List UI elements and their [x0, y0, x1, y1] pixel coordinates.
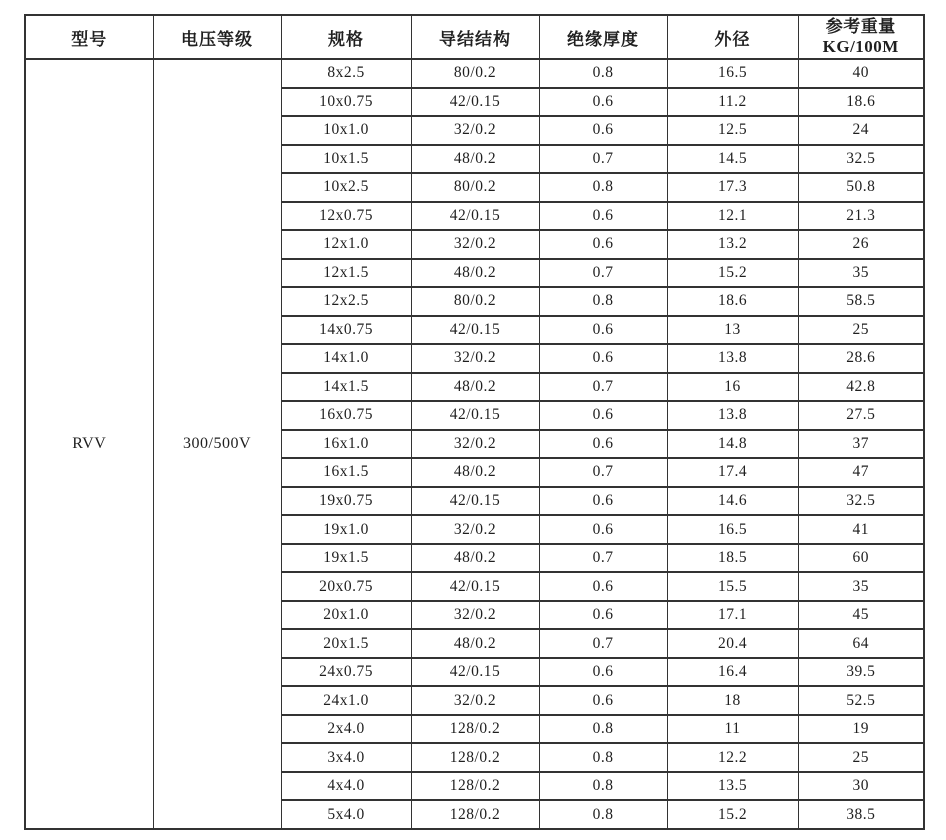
cell-outer_diameter: 16.4 [667, 658, 798, 687]
cell-outer_diameter: 12.1 [667, 202, 798, 231]
cell-spec: 16x0.75 [281, 401, 411, 430]
cell-conductor_structure: 42/0.15 [411, 202, 539, 231]
cell-conductor_structure: 48/0.2 [411, 145, 539, 174]
cell-spec: 10x2.5 [281, 173, 411, 202]
cell-spec: 2x4.0 [281, 715, 411, 744]
cell-spec: 20x1.5 [281, 629, 411, 658]
cell-insulation_thickness: 0.6 [539, 601, 667, 630]
cell-outer_diameter: 18.5 [667, 544, 798, 573]
cell-weight_kg_per_100m: 21.3 [798, 202, 924, 231]
cell-insulation_thickness: 0.6 [539, 658, 667, 687]
cell-weight_kg_per_100m: 27.5 [798, 401, 924, 430]
cell-outer_diameter: 12.5 [667, 116, 798, 145]
cell-weight_kg_per_100m: 25 [798, 743, 924, 772]
cell-spec: 10x0.75 [281, 88, 411, 117]
cell-conductor_structure: 48/0.2 [411, 373, 539, 402]
cell-spec: 12x2.5 [281, 287, 411, 316]
cell-conductor_structure: 48/0.2 [411, 544, 539, 573]
cell-insulation_thickness: 0.7 [539, 629, 667, 658]
table-row [25, 59, 924, 88]
cable-spec-table [24, 14, 925, 830]
cell-outer_diameter: 16 [667, 373, 798, 402]
cell-outer_diameter: 13.2 [667, 230, 798, 259]
header-row [25, 15, 924, 59]
cell-conductor_structure: 32/0.2 [411, 344, 539, 373]
cell-conductor_structure: 80/0.2 [411, 287, 539, 316]
cell-spec: 10x1.0 [281, 116, 411, 145]
cell-conductor_structure: 32/0.2 [411, 601, 539, 630]
cell-weight_kg_per_100m: 58.5 [798, 287, 924, 316]
cell-insulation_thickness: 0.8 [539, 715, 667, 744]
header-voltage-grade: 电压等级 [153, 15, 281, 59]
cell-conductor_structure: 42/0.15 [411, 572, 539, 601]
cell-conductor_structure: 128/0.2 [411, 772, 539, 801]
cell-insulation_thickness: 0.6 [539, 515, 667, 544]
cell-weight_kg_per_100m: 19 [798, 715, 924, 744]
cell-spec: 14x1.5 [281, 373, 411, 402]
cell-spec: 16x1.0 [281, 430, 411, 459]
header-reference-weight [798, 15, 924, 59]
cell-insulation_thickness: 0.6 [539, 230, 667, 259]
cell-spec: 19x1.5 [281, 544, 411, 573]
cell-outer_diameter: 20.4 [667, 629, 798, 658]
cell-spec: 14x0.75 [281, 316, 411, 345]
cell-spec: 3x4.0 [281, 743, 411, 772]
cell-weight_kg_per_100m: 32.5 [798, 145, 924, 174]
cell-outer_diameter: 13.8 [667, 401, 798, 430]
cell-insulation_thickness: 0.8 [539, 800, 667, 829]
header-insulation-thickness: 绝缘厚度 [539, 15, 667, 59]
cell-spec: 14x1.0 [281, 344, 411, 373]
cell-outer_diameter: 13.8 [667, 344, 798, 373]
cell-insulation_thickness: 0.7 [539, 544, 667, 573]
cell-spec: 24x1.0 [281, 686, 411, 715]
cell-weight_kg_per_100m: 38.5 [798, 800, 924, 829]
cell-conductor_structure: 80/0.2 [411, 59, 539, 88]
cell-conductor_structure: 128/0.2 [411, 743, 539, 772]
cell-outer_diameter: 16.5 [667, 515, 798, 544]
cell-weight_kg_per_100m: 18.6 [798, 88, 924, 117]
cell-conductor_structure: 80/0.2 [411, 173, 539, 202]
cell-conductor_structure: 48/0.2 [411, 458, 539, 487]
cell-weight_kg_per_100m: 35 [798, 259, 924, 288]
cell-weight_kg_per_100m: 50.8 [798, 173, 924, 202]
cell-spec: 12x1.0 [281, 230, 411, 259]
cell-weight_kg_per_100m: 39.5 [798, 658, 924, 687]
table-body [25, 59, 924, 829]
cell-conductor_structure: 42/0.15 [411, 88, 539, 117]
cell-outer_diameter: 15.2 [667, 800, 798, 829]
cell-spec: 19x0.75 [281, 487, 411, 516]
cell-conductor_structure: 32/0.2 [411, 686, 539, 715]
cell-weight_kg_per_100m: 60 [798, 544, 924, 573]
header-outer-diameter: 外径 [667, 15, 798, 59]
header-model: 型号 [25, 15, 153, 59]
cell-weight_kg_per_100m: 32.5 [798, 487, 924, 516]
cell-conductor_structure: 42/0.15 [411, 316, 539, 345]
cell-spec: 5x4.0 [281, 800, 411, 829]
cell-weight_kg_per_100m: 28.6 [798, 344, 924, 373]
cell-outer_diameter: 18 [667, 686, 798, 715]
cell-outer_diameter: 13.5 [667, 772, 798, 801]
cell-outer_diameter: 11.2 [667, 88, 798, 117]
table-header [25, 15, 924, 59]
cell-insulation_thickness: 0.8 [539, 173, 667, 202]
cell-insulation_thickness: 0.6 [539, 487, 667, 516]
cell-conductor_structure: 42/0.15 [411, 401, 539, 430]
cell-spec: 12x1.5 [281, 259, 411, 288]
cell-insulation_thickness: 0.6 [539, 572, 667, 601]
cell-conductor_structure: 48/0.2 [411, 629, 539, 658]
cell-outer_diameter: 16.5 [667, 59, 798, 88]
cell-outer_diameter: 14.8 [667, 430, 798, 459]
cell-weight_kg_per_100m: 64 [798, 629, 924, 658]
cell-weight_kg_per_100m: 52.5 [798, 686, 924, 715]
cell-conductor_structure: 32/0.2 [411, 430, 539, 459]
cell-insulation_thickness: 0.6 [539, 88, 667, 117]
cell-weight_kg_per_100m: 25 [798, 316, 924, 345]
cell-outer_diameter: 11 [667, 715, 798, 744]
cell-spec: 10x1.5 [281, 145, 411, 174]
cell-insulation_thickness: 0.7 [539, 458, 667, 487]
cell-spec: 8x2.5 [281, 59, 411, 88]
cell-weight_kg_per_100m: 47 [798, 458, 924, 487]
cell-spec: 4x4.0 [281, 772, 411, 801]
cell-insulation_thickness: 0.6 [539, 344, 667, 373]
cell-outer_diameter: 13 [667, 316, 798, 345]
cell-weight_kg_per_100m: 45 [798, 601, 924, 630]
header-reference-weight-line2: KG/100M [822, 37, 899, 56]
cell-insulation_thickness: 0.8 [539, 772, 667, 801]
cell-spec: 12x0.75 [281, 202, 411, 231]
cell-insulation_thickness: 0.6 [539, 430, 667, 459]
cell-conductor_structure: 48/0.2 [411, 259, 539, 288]
cell-insulation_thickness: 0.6 [539, 401, 667, 430]
cell-spec: 20x0.75 [281, 572, 411, 601]
header-reference-weight-line1: 参考重量 [825, 16, 896, 36]
cell-weight_kg_per_100m: 40 [798, 59, 924, 88]
cell-spec: 24x0.75 [281, 658, 411, 687]
cell-weight_kg_per_100m: 42.8 [798, 373, 924, 402]
cell-outer_diameter: 17.4 [667, 458, 798, 487]
cell-outer_diameter: 18.6 [667, 287, 798, 316]
cell-weight_kg_per_100m: 30 [798, 772, 924, 801]
cell-spec: 19x1.0 [281, 515, 411, 544]
cell-spec: 20x1.0 [281, 601, 411, 630]
cell-conductor_structure: 128/0.2 [411, 800, 539, 829]
cell-outer_diameter: 15.2 [667, 259, 798, 288]
cell-outer_diameter: 15.5 [667, 572, 798, 601]
cell-conductor_structure: 32/0.2 [411, 116, 539, 145]
cell-insulation_thickness: 0.6 [539, 202, 667, 231]
cell-weight_kg_per_100m: 24 [798, 116, 924, 145]
cell-weight_kg_per_100m: 35 [798, 572, 924, 601]
cell-outer_diameter: 14.5 [667, 145, 798, 174]
cell-conductor_structure: 32/0.2 [411, 515, 539, 544]
cell-insulation_thickness: 0.6 [539, 116, 667, 145]
model-cell: RVV [25, 59, 153, 829]
cell-weight_kg_per_100m: 37 [798, 430, 924, 459]
cell-outer_diameter: 17.3 [667, 173, 798, 202]
cell-conductor_structure: 42/0.15 [411, 487, 539, 516]
cell-insulation_thickness: 0.7 [539, 145, 667, 174]
cell-conductor_structure: 32/0.2 [411, 230, 539, 259]
cell-outer_diameter: 17.1 [667, 601, 798, 630]
cell-insulation_thickness: 0.8 [539, 743, 667, 772]
voltage-cell: 300/500V [153, 59, 281, 829]
cell-conductor_structure: 42/0.15 [411, 658, 539, 687]
cell-weight_kg_per_100m: 41 [798, 515, 924, 544]
cell-outer_diameter: 14.6 [667, 487, 798, 516]
cell-spec: 16x1.5 [281, 458, 411, 487]
cell-insulation_thickness: 0.8 [539, 287, 667, 316]
header-conductor-structure: 导结结构 [411, 15, 539, 59]
cell-insulation_thickness: 0.7 [539, 259, 667, 288]
cell-weight_kg_per_100m: 26 [798, 230, 924, 259]
cell-insulation_thickness: 0.6 [539, 686, 667, 715]
header-spec: 规格 [281, 15, 411, 59]
cell-conductor_structure: 128/0.2 [411, 715, 539, 744]
cell-insulation_thickness: 0.8 [539, 59, 667, 88]
cell-outer_diameter: 12.2 [667, 743, 798, 772]
cell-insulation_thickness: 0.6 [539, 316, 667, 345]
cell-insulation_thickness: 0.7 [539, 373, 667, 402]
